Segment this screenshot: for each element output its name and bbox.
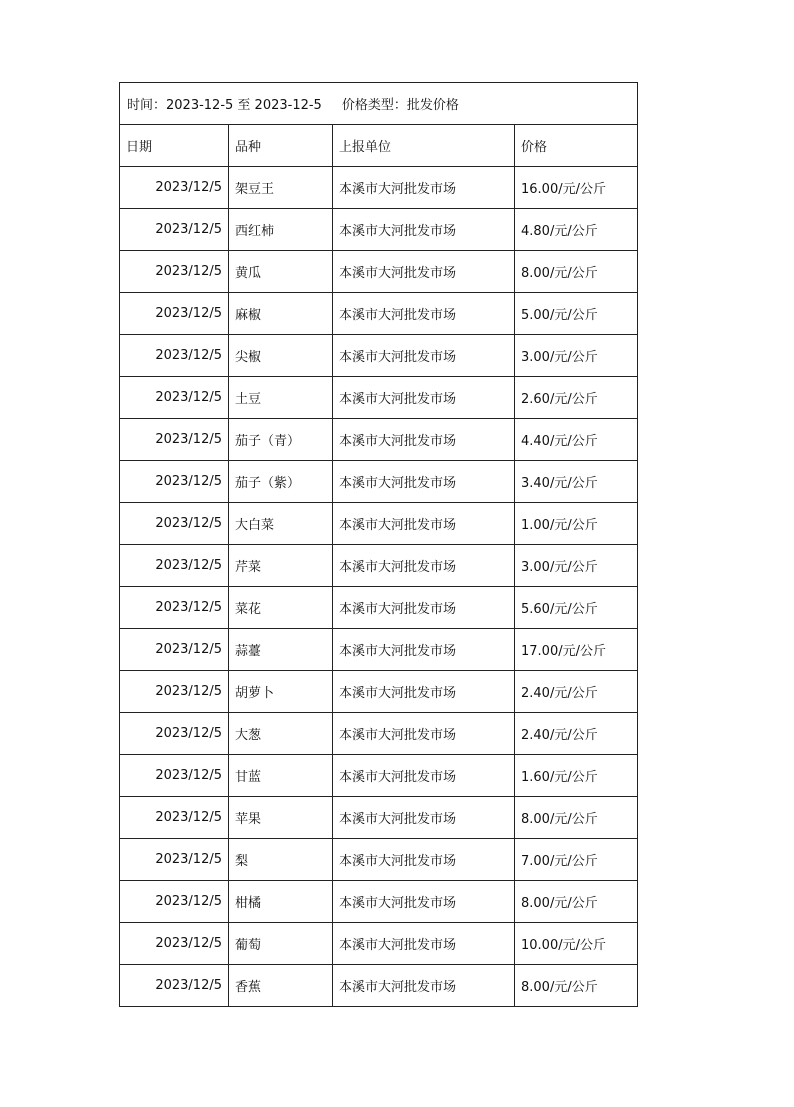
price-cell: 2.40/元/公斤: [515, 713, 638, 755]
table-row: [120, 629, 638, 671]
price-cell: 8.00/元/公斤: [515, 251, 638, 293]
table-row: [120, 503, 638, 545]
table-row: [120, 293, 638, 335]
filter-header-row: [120, 83, 638, 125]
date-cell: 2023/12/5: [120, 461, 229, 503]
time-range-label: 时间：2023-12-5 至 2023-12-5: [127, 98, 322, 113]
price-cell: 10.00/元/公斤: [515, 923, 638, 965]
price-cell: 16.00/元/公斤: [515, 167, 638, 209]
column-header-variety: 品种: [229, 125, 333, 167]
reporting-unit-cell: 本溪市大河批发市场: [333, 251, 515, 293]
reporting-unit-cell: 本溪市大河批发市场: [333, 209, 515, 251]
price-cell: 3.40/元/公斤: [515, 461, 638, 503]
price-cell: 5.00/元/公斤: [515, 293, 638, 335]
date-cell: 2023/12/5: [120, 923, 229, 965]
price-cell: 3.00/元/公斤: [515, 335, 638, 377]
reporting-unit-cell: 本溪市大河批发市场: [333, 671, 515, 713]
column-header-price: 价格: [515, 125, 638, 167]
table-row: [120, 419, 638, 461]
variety-cell: 芹菜: [229, 545, 333, 587]
variety-cell: 梨: [229, 839, 333, 881]
price-cell: 1.00/元/公斤: [515, 503, 638, 545]
reporting-unit-cell: 本溪市大河批发市场: [333, 797, 515, 839]
table-row: [120, 209, 638, 251]
column-header-row: [120, 125, 638, 167]
price-cell: 4.40/元/公斤: [515, 419, 638, 461]
variety-cell: 蒜薹: [229, 629, 333, 671]
price-cell: 8.00/元/公斤: [515, 797, 638, 839]
date-cell: 2023/12/5: [120, 839, 229, 881]
date-cell: 2023/12/5: [120, 797, 229, 839]
date-cell: 2023/12/5: [120, 965, 229, 1007]
variety-cell: 茄子（青）: [229, 419, 333, 461]
reporting-unit-cell: 本溪市大河批发市场: [333, 755, 515, 797]
price-cell: 2.40/元/公斤: [515, 671, 638, 713]
date-cell: 2023/12/5: [120, 545, 229, 587]
filter-header-cell: [120, 83, 638, 125]
table-row: [120, 923, 638, 965]
table-row: [120, 167, 638, 209]
variety-cell: 茄子（紫）: [229, 461, 333, 503]
reporting-unit-cell: 本溪市大河批发市场: [333, 713, 515, 755]
date-cell: 2023/12/5: [120, 503, 229, 545]
reporting-unit-cell: 本溪市大河批发市场: [333, 461, 515, 503]
price-cell: 8.00/元/公斤: [515, 965, 638, 1007]
date-cell: 2023/12/5: [120, 671, 229, 713]
price-cell: 4.80/元/公斤: [515, 209, 638, 251]
column-header-date: 日期: [120, 125, 229, 167]
date-cell: 2023/12/5: [120, 377, 229, 419]
price-type-label: 价格类型：批发价格: [341, 98, 459, 113]
reporting-unit-cell: 本溪市大河批发市场: [333, 881, 515, 923]
table-row: [120, 713, 638, 755]
variety-cell: 香蕉: [229, 965, 333, 1007]
price-table: [119, 82, 638, 1007]
variety-cell: 菜花: [229, 587, 333, 629]
table-row: [120, 797, 638, 839]
reporting-unit-cell: 本溪市大河批发市场: [333, 965, 515, 1007]
date-cell: 2023/12/5: [120, 419, 229, 461]
price-cell: 3.00/元/公斤: [515, 545, 638, 587]
table-row: [120, 251, 638, 293]
price-cell: 5.60/元/公斤: [515, 587, 638, 629]
price-cell: 7.00/元/公斤: [515, 839, 638, 881]
variety-cell: 架豆王: [229, 167, 333, 209]
reporting-unit-cell: 本溪市大河批发市场: [333, 167, 515, 209]
table-row: [120, 965, 638, 1007]
variety-cell: 葡萄: [229, 923, 333, 965]
table-row: [120, 839, 638, 881]
date-cell: 2023/12/5: [120, 755, 229, 797]
table-row: [120, 377, 638, 419]
date-cell: 2023/12/5: [120, 335, 229, 377]
price-cell: 1.60/元/公斤: [515, 755, 638, 797]
table-row: [120, 545, 638, 587]
variety-cell: 大白菜: [229, 503, 333, 545]
reporting-unit-cell: 本溪市大河批发市场: [333, 839, 515, 881]
variety-cell: 土豆: [229, 377, 333, 419]
variety-cell: 尖椒: [229, 335, 333, 377]
reporting-unit-cell: 本溪市大河批发市场: [333, 629, 515, 671]
date-cell: 2023/12/5: [120, 629, 229, 671]
table-row: [120, 587, 638, 629]
reporting-unit-cell: 本溪市大河批发市场: [333, 419, 515, 461]
date-cell: 2023/12/5: [120, 587, 229, 629]
reporting-unit-cell: 本溪市大河批发市场: [333, 587, 515, 629]
reporting-unit-cell: 本溪市大河批发市场: [333, 293, 515, 335]
variety-cell: 苹果: [229, 797, 333, 839]
table-row: [120, 335, 638, 377]
variety-cell: 大葱: [229, 713, 333, 755]
reporting-unit-cell: 本溪市大河批发市场: [333, 335, 515, 377]
table-row: [120, 461, 638, 503]
column-header-unit: 上报单位: [333, 125, 515, 167]
variety-cell: 柑橘: [229, 881, 333, 923]
reporting-unit-cell: 本溪市大河批发市场: [333, 545, 515, 587]
date-cell: 2023/12/5: [120, 881, 229, 923]
price-sheet: [119, 82, 637, 1007]
variety-cell: 胡萝卜: [229, 671, 333, 713]
date-cell: 2023/12/5: [120, 209, 229, 251]
reporting-unit-cell: 本溪市大河批发市场: [333, 923, 515, 965]
date-cell: 2023/12/5: [120, 713, 229, 755]
price-cell: 8.00/元/公斤: [515, 881, 638, 923]
table-row: [120, 671, 638, 713]
reporting-unit-cell: 本溪市大河批发市场: [333, 503, 515, 545]
variety-cell: 黄瓜: [229, 251, 333, 293]
price-cell: 17.00/元/公斤: [515, 629, 638, 671]
variety-cell: 西红柿: [229, 209, 333, 251]
date-cell: 2023/12/5: [120, 293, 229, 335]
reporting-unit-cell: 本溪市大河批发市场: [333, 377, 515, 419]
date-cell: 2023/12/5: [120, 251, 229, 293]
variety-cell: 甘蓝: [229, 755, 333, 797]
variety-cell: 麻椒: [229, 293, 333, 335]
table-row: [120, 881, 638, 923]
price-cell: 2.60/元/公斤: [515, 377, 638, 419]
date-cell: 2023/12/5: [120, 167, 229, 209]
table-row: [120, 755, 638, 797]
